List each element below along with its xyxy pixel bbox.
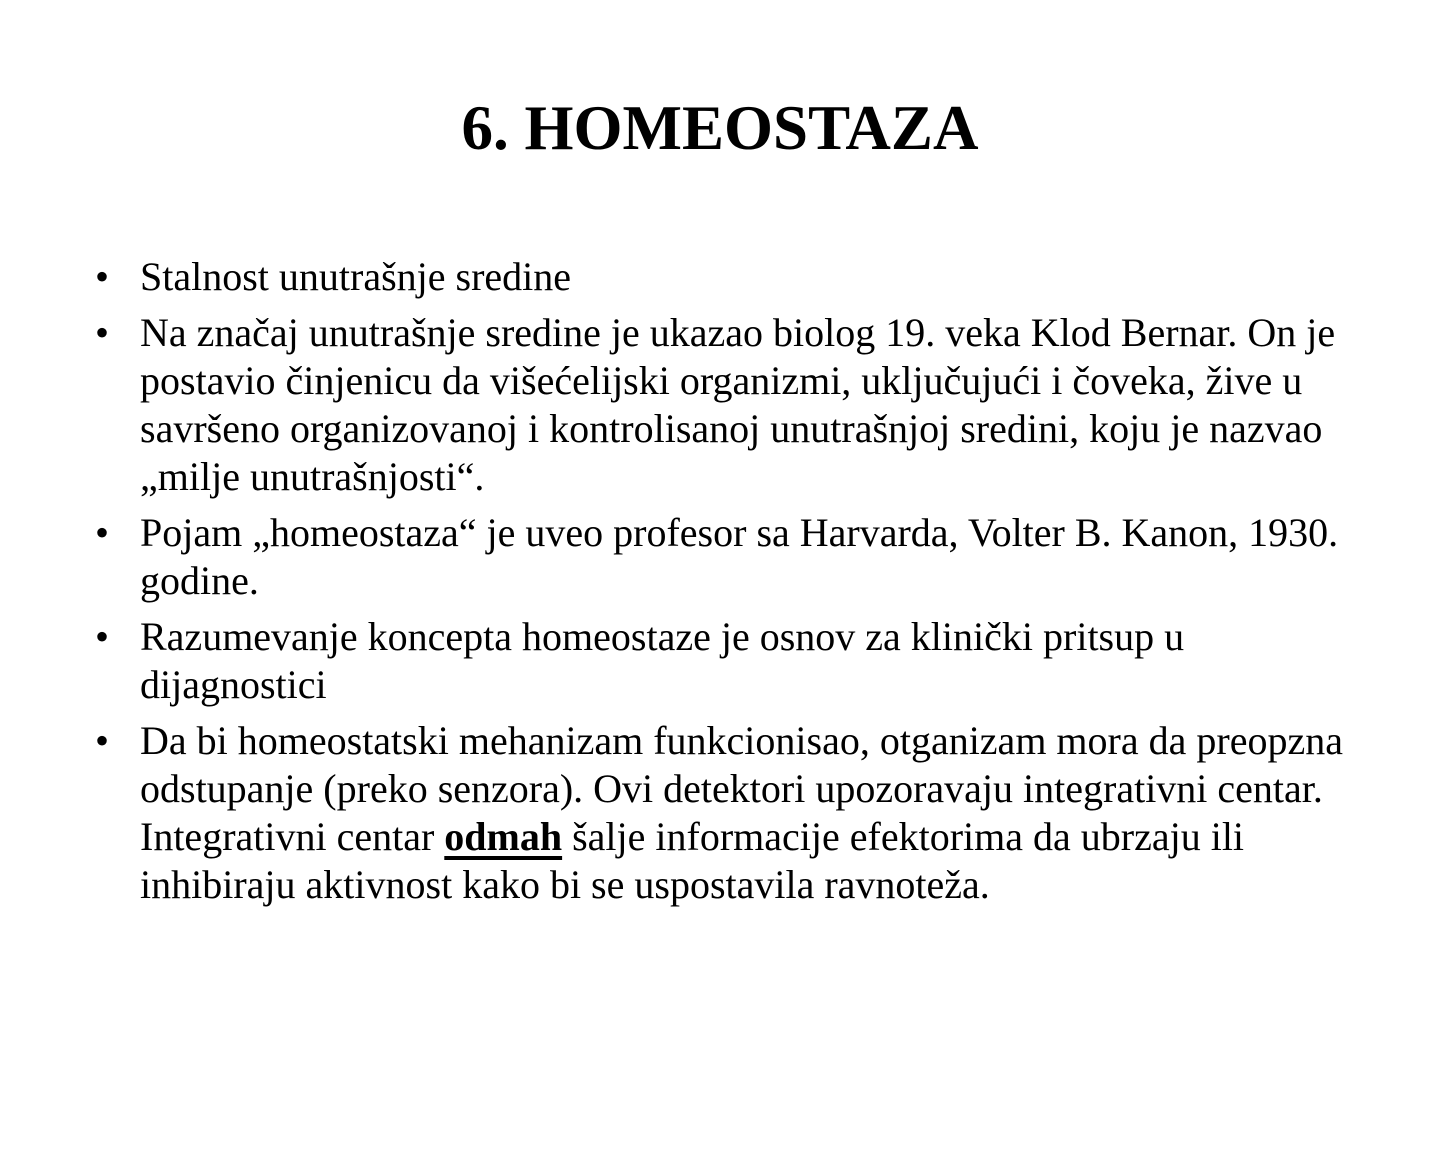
bullet-dot-icon: • <box>95 310 110 356</box>
bullet-list <box>95 253 1360 909</box>
bullet-text-5 <box>140 717 1360 909</box>
slide-title: 6. HOMEOSTAZA <box>461 93 979 163</box>
emphasized-word-odmah: odmah <box>444 814 563 860</box>
bullet-item-3 <box>95 509 1360 605</box>
presentation-slide <box>0 94 1440 1174</box>
bullet-dot-icon: • <box>95 510 110 556</box>
bullet-item-4 <box>95 613 1360 709</box>
bullet-item-1 <box>95 253 1360 301</box>
bullet-item-5 <box>95 717 1360 909</box>
bullet-text-2: Na značaj unutrašnje sredine je ukazao biolog 19. veka Klod Bernar. On je postavio činjenicu da višećelijski organizmi, uključujući i čoveka, žive u savršeno organizovanoj i kontrolisanoj unutrašnjoj sredini, koju je nazvao „milje unutrašnjosti“. <box>140 310 1336 500</box>
bullet-text-1: Stalnost unutrašnje sredine <box>140 254 572 300</box>
bullet-text-3: Pojam „homeostaza“ je uveo profesor sa Harvarda, Volter B. Kanon, 1930. godine. <box>140 510 1339 604</box>
bullet-dot-icon: • <box>95 718 110 764</box>
bullet-item-2 <box>95 309 1360 501</box>
bullet-text-5-segment-a: Da bi homeostatski mehanizam funkcionisao, otganizam mora da preopzna odstupanje (preko senzora). Ovi detektori upozoravaju integrativni centar. Integrativni centar <box>140 718 1343 860</box>
bullet-text-5-segment-b: šalje informacije efektorima da ubrzaju ili inhibiraju aktivnost kako bi se uspostavila ravnoteža. <box>140 814 1245 908</box>
bullet-text-4: Razumevanje koncepta homeostaze je osnov za klinički pritsup u dijagnostici <box>140 614 1185 708</box>
bullet-dot-icon: • <box>95 254 110 300</box>
bullet-dot-icon: • <box>95 614 110 660</box>
